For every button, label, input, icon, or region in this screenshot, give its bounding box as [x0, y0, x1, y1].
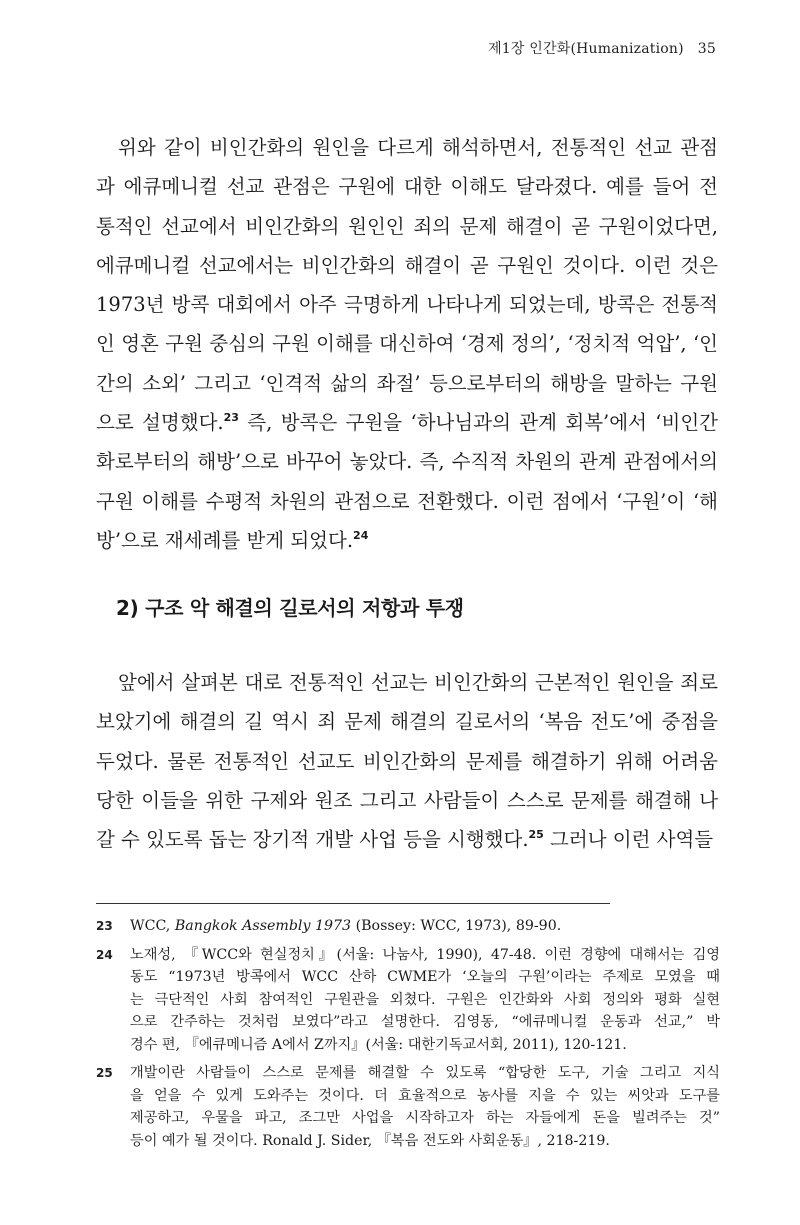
text-line-with-footnote — [96, 403, 718, 442]
text-segment: 방’으로 재세례를 받게 되었다. — [96, 528, 354, 552]
text-segment: 그러나 이런 사역들 — [543, 828, 714, 852]
chapter-title: 제1장 인간화(Humanization) — [488, 41, 684, 57]
footnote-text: (Bossey: WCC, 1973), 89-90. — [351, 918, 562, 934]
text-line: 두었다. 물론 전통적인 선교도 비인간화의 문제를 해결하기 위해 어려움 — [96, 749, 718, 773]
body-paragraph-1 — [96, 128, 718, 560]
footnote-line: 등이 예가 될 것이다. Ronald J. Sider, 『복음 전도와 사회운동』, 218-219. — [130, 1132, 610, 1149]
text-line: 인 영혼 구원 중심의 구원 이해를 대신하여 ‘경제 정의’, ‘정치적 억압’, ‘인 — [96, 332, 718, 356]
text-line: 앞에서 살펴본 대로 전통적인 선교는 비인간화의 근본적인 원인을 죄로 — [118, 671, 718, 694]
text-line: 에큐메니컬 선교에서는 비인간화의 해결이 곧 구원인 것이다. 이런 것은 — [96, 253, 718, 277]
footnote-24 — [96, 944, 720, 1057]
footnote-ref-24[interactable]: 24 — [353, 528, 369, 542]
footnote-line: 는 극단적인 사회 참여적인 구원관을 외쳤다. 구원은 인간화와 사회 정의와 평화 실현 — [130, 991, 720, 1008]
text-line: 위와 같이 비인간화의 원인을 다르게 해석하면서, 전통적인 선교 관점 — [118, 136, 718, 159]
text-segment: 즉, 방콕은 구원을 ‘하나님과의 관계 회복’에서 ‘비인간 — [238, 411, 718, 435]
footnote-italic-title: Bangkok Assembly 1973 — [174, 918, 352, 934]
footnote-number: 25 — [96, 1066, 113, 1080]
footnote-line: 경수 편, 『에큐메니즘 A에서 Z까지』(서울: 대한기독교서회, 2011), 120-121. — [130, 1036, 627, 1053]
running-header — [488, 38, 716, 58]
footnote-ref-25[interactable]: 25 — [528, 828, 544, 842]
footnote-number: 24 — [96, 947, 113, 962]
body-paragraph-2 — [96, 663, 718, 859]
text-line: 통적인 선교에서 비인간화의 원인인 죄의 문제 해결이 곧 구원이었다면, — [96, 214, 718, 238]
footnote-divider — [96, 903, 610, 904]
page-number: 35 — [697, 41, 716, 57]
footnote-23 — [96, 915, 720, 938]
footnotes — [96, 915, 720, 1158]
text-line: 구원 이해를 수평적 차원의 관점으로 전환했다. 이런 점에서 ‘구원’이 ‘해 — [96, 489, 718, 513]
footnote-number: 23 — [96, 919, 113, 933]
text-line: 간의 소외’ 그리고 ‘인격적 삶의 좌절’ 등으로부터의 해방을 말하는 구원 — [96, 371, 718, 395]
text-line-with-footnote — [96, 521, 718, 560]
text-segment: 갈 수 있도록 돕는 장기적 개발 사업 등을 시행했다. — [96, 828, 529, 852]
footnote-ref-23[interactable]: 23 — [223, 411, 239, 425]
footnote-line: 노재성, 『WCC와 현실정치』(서울: 나눔사, 1990), 47-48. 이런 경향에 대해서는 김영 — [130, 946, 720, 963]
text-line: 당한 이들을 위한 구제와 원조 그리고 사람들이 스스로 문제를 해결해 나 — [96, 788, 718, 812]
text-line: 화로부터의 해방’으로 바꾸어 놓았다. 즉, 수직적 차원의 관계 관점에서의 — [96, 450, 718, 474]
footnote-line: 개발이란 사람들이 스스로 문제를 해결할 수 있도록 “합당한 도구, 기술 그리고 지식 — [130, 1065, 720, 1081]
text-line: 1973년 방콕 대회에서 아주 극명하게 나타나게 되었는데, 방콕은 전통적 — [96, 293, 718, 317]
text-line: 과 에큐메니컬 선교 관점은 구원에 대한 이해도 달라졌다. 예를 들어 전 — [96, 175, 718, 199]
footnote-line — [130, 915, 720, 938]
text-line: 보았기에 해결의 길 역시 죄 문제 해결의 길로서의 ‘복음 전도’에 중점을 — [96, 710, 718, 734]
section-heading: 2) 구조 악 해결의 길로서의 저항과 투쟁 — [116, 596, 464, 620]
footnote-line: 동도 “1973년 방콕에서 WCC 산하 CWME가 ‘오늘의 구원’이라는 주제로 모였을 때 — [130, 969, 720, 985]
footnote-text: WCC, — [130, 918, 175, 934]
footnote-25 — [96, 1062, 720, 1152]
footnote-line: 제공하고, 우물을 파고, 조그만 사업을 시작하고자 하는 자들에게 돈을 빌려주는 것” — [130, 1110, 720, 1126]
text-line-with-footnote — [96, 820, 718, 859]
footnote-line: 으로 간주하는 것처럼 보였다”라고 설명한다. 김영동, “에큐메니컬 운동과 선교,” 박 — [130, 1014, 720, 1030]
footnote-line: 을 얻을 수 있게 도와주는 것이다. 더 효율적으로 농사를 지을 수 있는 씨앗과 도구를 — [130, 1087, 720, 1104]
text-segment: 으로 설명했다. — [96, 411, 224, 435]
